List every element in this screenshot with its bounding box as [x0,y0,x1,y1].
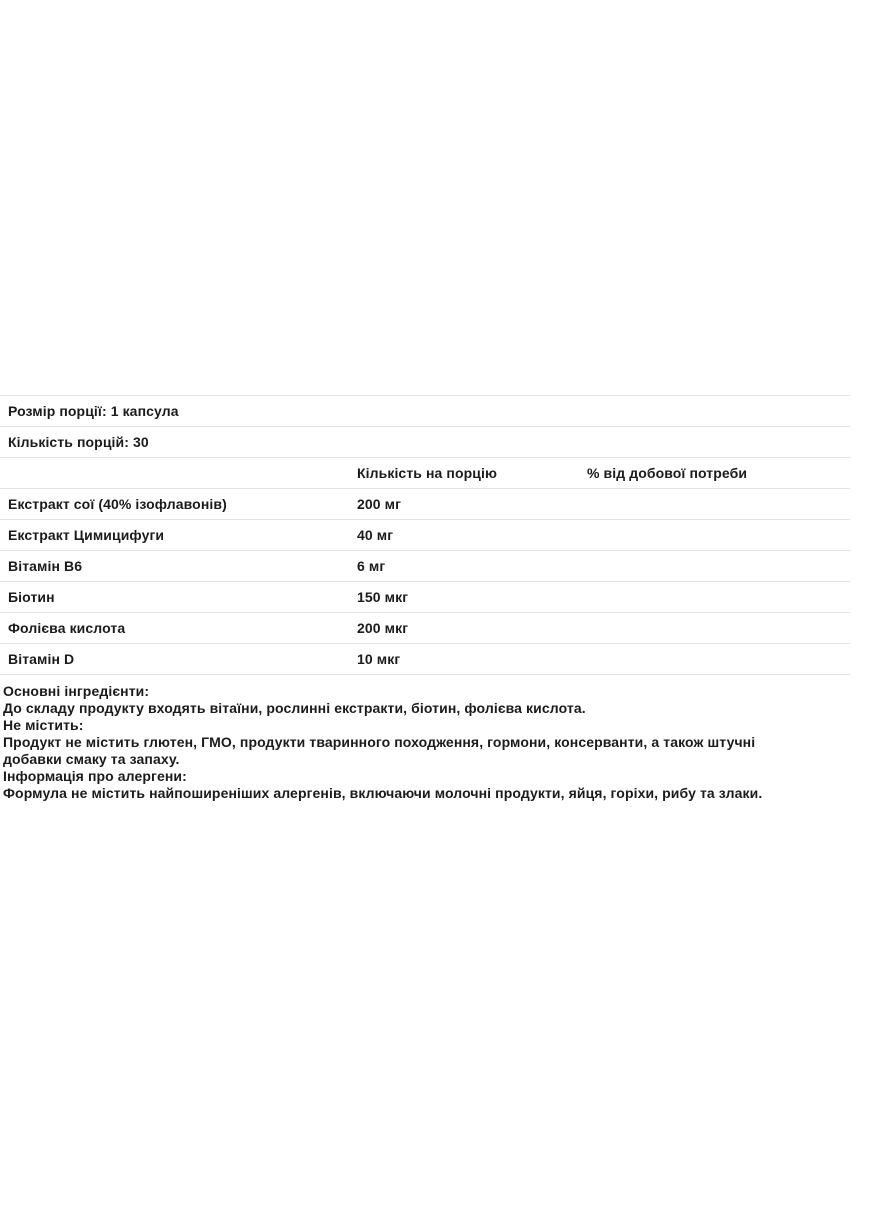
column-header-daily-value: % від добової потреби [587,465,748,481]
note-body: Продукт не містить глютен, ГМО, продукти тваринного походження, гормони, консерванти, а також штучні добавки смаку та запаху. [3,734,768,767]
table-row [0,612,850,643]
serving-size-text: Розмір порції: 1 капсула [8,403,179,419]
note-block [3,683,803,717]
note-heading: Інформація про алергени: [3,768,187,784]
ingredient-amount: 150 мкг [357,589,409,605]
ingredient-name: Екстракт Цимицифуги [8,527,165,543]
note-block [3,768,803,802]
table-row [0,581,850,612]
table-row [0,550,850,581]
table-row [0,519,850,550]
ingredient-amount: 10 мкг [357,651,401,667]
servings-count-row [0,426,850,457]
note-body: До складу продукту входять вітаїни, рослинні екстракти, біотин, фолієва кислота. [3,700,586,716]
ingredients-notes [3,683,803,802]
note-heading: Не містить: [3,717,84,733]
column-header-amount: Кількість на порцію [357,465,498,481]
ingredient-amount: 40 мг [357,527,394,543]
note-heading: Основні інгредієнти: [3,683,150,699]
table-header-row [0,457,850,488]
supplement-facts-table [0,395,850,675]
servings-count-text: Кількість порцій: 30 [8,434,149,450]
note-block [3,717,803,768]
table-row [0,488,850,519]
ingredient-name: Вітамін B6 [8,558,83,574]
note-body: Формула не містить найпоширеніших алергенів, включаючи молочні продукти, яйця, горіхи, рибу та злаки. [3,785,763,801]
ingredient-name: Екстракт сої (40% ізофлавонів) [8,496,227,512]
table-row [0,643,850,674]
ingredient-name: Вітамін D [8,651,75,667]
ingredient-name: Фолієва кислота [8,620,126,636]
supplement-facts-section [0,395,874,802]
serving-size-row [0,395,850,426]
ingredient-name: Біотин [8,589,55,605]
ingredient-amount: 6 мг [357,558,386,574]
ingredient-amount: 200 мкг [357,620,409,636]
ingredient-amount: 200 мг [357,496,402,512]
